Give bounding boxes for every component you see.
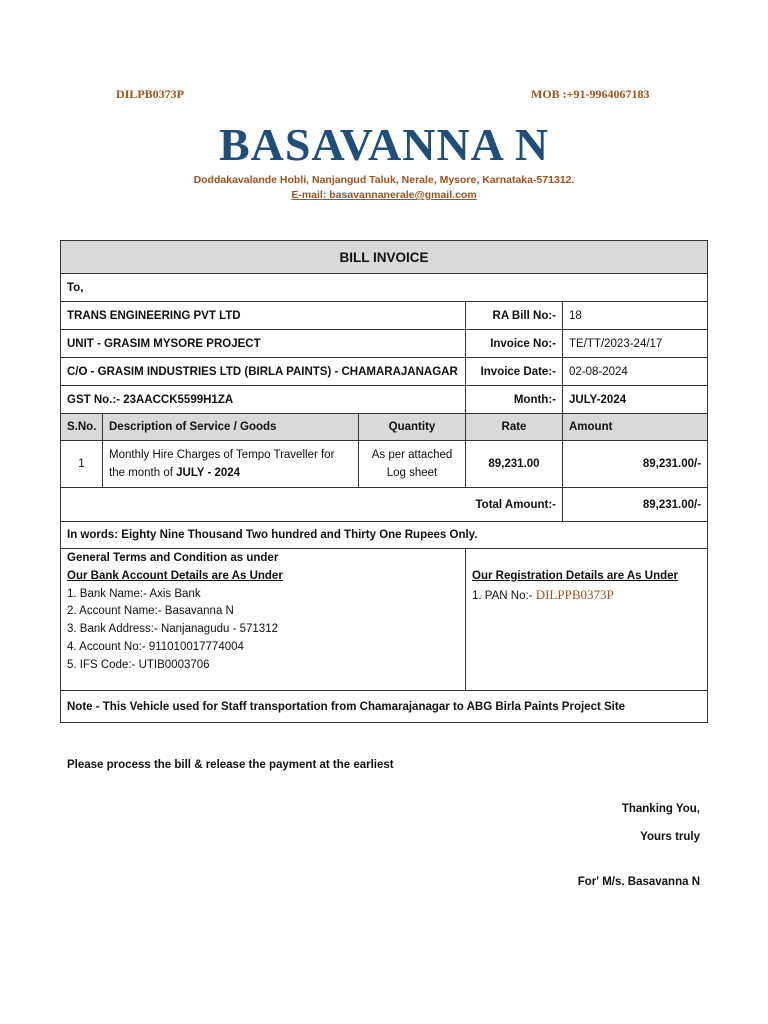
bank-details-block: [61, 549, 466, 691]
item-description: [103, 441, 359, 488]
item-quantity: [359, 441, 466, 488]
col-description: Description of Service / Goods: [103, 414, 359, 441]
col-quantity: Quantity: [359, 414, 466, 441]
vehicle-note: Note - This Vehicle used for Staff transportation from Chamarajanagar to ABG Birla Paints Project Site: [61, 691, 708, 723]
table-row: [61, 441, 708, 488]
email-link[interactable]: E-mail: basavannanerale@gmail.com: [291, 189, 477, 201]
ifs-code: 5. IFS Code:- UTIB0003706: [67, 658, 210, 671]
pan-line: [472, 586, 701, 606]
invoice-title: BILL INVOICE: [61, 241, 708, 274]
column-header-row: [61, 414, 708, 441]
total-value: 89,231.00/-: [563, 488, 708, 522]
invoice-table: [60, 240, 708, 723]
pan-value: DILPPB0373P: [535, 586, 614, 602]
ra-bill-label: RA Bill No:-: [466, 302, 563, 330]
invoice-no-label: Invoice No:-: [466, 330, 563, 358]
process-request: Please process the bill & release the payment at the earliest: [67, 759, 394, 771]
month-value: JULY-2024: [563, 386, 708, 414]
bank-heading: Our Bank Account Details are As Under: [67, 569, 283, 582]
invoice-date-label: Invoice Date:-: [466, 358, 563, 386]
invoice-date-value: 02-08-2024: [563, 358, 708, 386]
client-care-of: C/O - GRASIM INDUSTRIES LTD (BIRLA PAINTS) - CHAMARAJANAGAR: [61, 358, 466, 386]
item-sno: 1: [61, 441, 103, 488]
yours-truly: Yours truly: [640, 831, 700, 843]
client-name: TRANS ENGINEERING PVT LTD: [61, 302, 466, 330]
to-line: To,: [61, 274, 708, 302]
pan-label: 1. PAN No:-: [472, 589, 536, 602]
item-desc-text: Monthly Hire Charges of Tempo Traveller for the month of: [109, 449, 335, 479]
company-name: BASAVANNA N: [218, 119, 550, 170]
header-pan-code: DILPB0373P: [116, 87, 185, 101]
registration-heading: Our Registration Details are As Under: [472, 569, 678, 582]
total-label: Total Amount:-: [61, 488, 563, 522]
terms-heading: General Terms and Condition as under: [67, 552, 279, 564]
signature-for: For' M/s. Basavanna N: [577, 876, 700, 888]
amount-in-words: In words: Eighty Nine Thousand Two hundred and Thirty One Rupees Only.: [61, 522, 708, 549]
account-no: 4. Account No:- 911010017774004: [67, 640, 244, 653]
company-address: Doddakavalande Hobli, Nanjangud Taluk, Nerale, Mysore, Karnataka-571312.: [193, 174, 575, 186]
item-amount: 89,231.00/-: [563, 441, 708, 488]
bank-name: 1. Bank Name:- Axis Bank: [67, 587, 201, 600]
bank-address: 3. Bank Address:- Nanjanagudu - 571312: [67, 623, 278, 636]
registration-block: [466, 549, 708, 691]
client-unit: UNIT - GRASIM MYSORE PROJECT: [61, 330, 466, 358]
item-qty-line2: Log sheet: [386, 467, 438, 479]
thanking-you: Thanking You,: [621, 803, 700, 815]
item-qty-line1: As per attached: [371, 449, 453, 461]
col-amount: Amount: [563, 414, 708, 441]
item-rate: 89,231.00: [466, 441, 563, 488]
col-sno: S.No.: [61, 414, 103, 441]
company-email: [0, 189, 768, 201]
client-gst: GST No.:- 23AACCK5599H1ZA: [61, 386, 466, 414]
account-name: 2. Account Name:- Basavanna N: [67, 605, 234, 618]
ra-bill-value: 18: [563, 302, 708, 330]
col-rate: Rate: [466, 414, 563, 441]
item-desc-month: JULY - 2024: [176, 467, 241, 479]
header-mobile: MOB :+91-9964067183: [531, 87, 650, 101]
month-label: Month:-: [466, 386, 563, 414]
invoice-no-value: TE/TT/2023-24/17: [563, 330, 708, 358]
